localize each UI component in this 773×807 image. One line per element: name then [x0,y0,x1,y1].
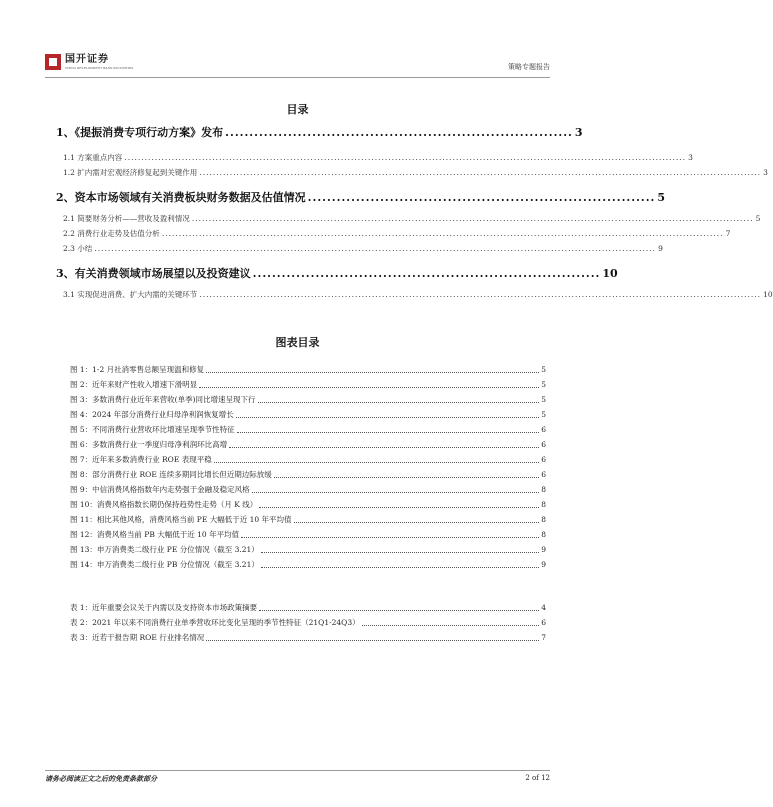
logo-icon [45,54,61,70]
logo-english-name: CHINA DEVELOPMENT BANK SECURITIES [65,65,134,70]
disclaimer-text: 请务必阅读正文之后的免责条款部分 [45,774,157,783]
table-entry[interactable]: 表 2：2021 年以来不同消费行业单季营收环比变化呈现的季节性特征（21Q1-24Q3） 6 [70,618,546,627]
toc-entry-2[interactable]: 2、资本市场领域有关消费板块财务数据及估值情况 ........................................................................ 5 [56,191,666,204]
figure-entry[interactable]: 图 6：多数消费行业一季度归母净利润环比高增 6 [70,440,546,449]
logo-name: 国开证券 [65,53,109,65]
toc-entry-1[interactable]: 1、《提振消费专项行动方案》发布 ........................................................................ 3 [56,126,583,139]
figure-entry[interactable]: 图 11：相比其他风格，消费风格当前 PE 大幅低于近 10 年平均值 8 [70,515,546,524]
toc-entry-2-1[interactable]: 2.1 简要财务分析——营收及盈利情况 ...................................................................................................................................................................... 5 [63,214,761,223]
table-entry[interactable]: 表 3：近若干报告期 ROE 行业排名情况 7 [70,633,546,642]
header-divider [45,77,550,78]
page-number: 2 of 12 [525,774,550,782]
figure-entry[interactable]: 图 14：申万消费类二级行业 PB 分位情况（截至 3.21） 9 [70,560,546,569]
figure-entry[interactable]: 图 7：近年来多数消费行业 ROE 表现平稳 6 [70,455,546,464]
page-header [45,54,550,76]
report-type: 策略专题报告 [508,63,550,71]
toc-title: 目录 [286,103,309,116]
figure-entry[interactable]: 图 9：中信消费风格指数年内走势强于金融及稳定风格 8 [70,485,546,494]
toc-entry-1-1[interactable]: 1.1 方案重点内容 ...................................................................................................................................................................... 3 [63,153,693,162]
figure-entry[interactable]: 图 3：多数消费行业近年来营收(单季)同比增速呈现下行 5 [70,395,546,404]
figure-list-title: 图表目录 [275,336,320,349]
toc-entry-1-2[interactable]: 1.2 扩内需对宏观经济修复起到关键作用 ...................................................................................................................................................................... 3 [63,168,768,177]
toc-entry-2-3[interactable]: 2.3 小结 ...................................................................................................................................................................... 9 [63,244,663,253]
figure-entry[interactable]: 图 12：消费风格当前 PB 大幅低于近 10 年平均值 8 [70,530,546,539]
table-entry[interactable]: 表 1：近年重要会议关于内需以及支持资本市场政策摘要 4 [70,603,546,612]
figure-entry[interactable]: 图 1：1-2 月社消零售总额呈现温和修复 5 [70,365,546,374]
company-logo [45,54,133,70]
figure-entry[interactable]: 图 8：部分消费行业 ROE 连续多期同比增长但近期边际放缓 6 [70,470,546,479]
figure-entry[interactable]: 图 2：近年来财产性收入增速下滑明显 5 [70,380,546,389]
toc-entry-3[interactable]: 3、有关消费领域市场展望以及投资建议 ........................................................................ 10 [56,267,618,280]
toc-entry-3-1[interactable]: 3.1 实现促进消费、扩大内需的关键环节 ...................................................................................................................................................................... 10 [63,290,773,299]
figure-entry[interactable]: 图 10：消费风格指数长期仍保持趋势性走势（月 K 线） 8 [70,500,546,509]
figure-entry[interactable]: 图 4：2024 年部分消费行业归母净利润恢复增长 5 [70,410,546,419]
figure-entry[interactable]: 图 13：申万消费类二级行业 PE 分位情况（截至 3.21） 9 [70,545,546,554]
figure-entry[interactable]: 图 5：不同消费行业营收环比增速呈现季节性特征 6 [70,425,546,434]
footer-divider [45,770,550,771]
toc-entry-2-2[interactable]: 2.2 消费行业走势及估值分析 ...................................................................................................................................................................... 7 [63,229,731,238]
